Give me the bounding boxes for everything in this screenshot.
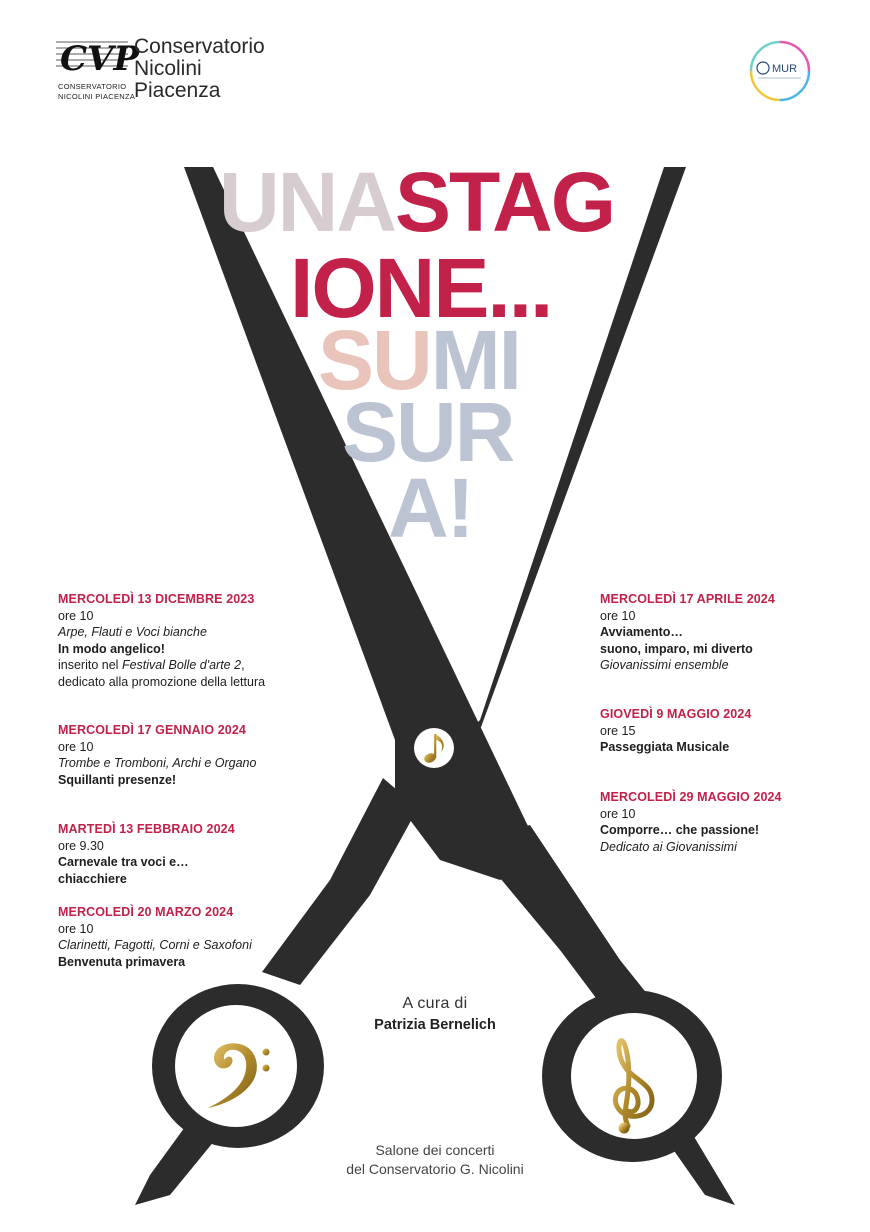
mur-logo: [747, 38, 813, 104]
event-item: [58, 904, 252, 970]
event-performers: Arpe, Flauti e Voci bianche: [58, 625, 207, 639]
conservatorio-logo: [56, 38, 140, 104]
headline-word: MI: [430, 313, 521, 407]
event-time: ore 10: [58, 739, 94, 754]
event-item: [600, 706, 751, 756]
headline-word: UNA: [219, 155, 395, 249]
venue-line: Salone dei concerti: [375, 1142, 495, 1158]
headline-word: STAG: [395, 155, 615, 249]
event-note-festival: Festival Bolle d'arte 2: [121, 658, 242, 672]
event-item: [58, 821, 235, 887]
event-date: GIOVEDÌ 9 MAGGIO 2024: [600, 707, 752, 721]
event-item: [58, 591, 265, 690]
event-title: suono, imparo, mi diverto: [600, 641, 753, 656]
event-date: MERCOLEDÌ 29 MAGGIO 2024: [600, 790, 782, 804]
event-title: Squillanti presenze!: [58, 772, 177, 787]
curator-name: Patrizia Bernelich: [374, 1017, 496, 1033]
logo-subtitle-2: NICOLINI PIACENZA: [58, 92, 136, 101]
institution-name: [134, 36, 265, 102]
event-item: [600, 789, 782, 855]
venue-block: [0, 1141, 870, 1179]
institution-name-line: Nicolini: [134, 57, 202, 80]
headline-word: SU: [318, 313, 431, 407]
emblem-icon: [757, 62, 769, 74]
event-performers: Giovanissimi ensemble: [600, 658, 729, 672]
headline-line-5: A!: [388, 461, 473, 555]
scissors-left-arm: [262, 778, 418, 985]
event-title: Benvenuta primavera: [58, 954, 186, 969]
event-title: Passeggiata Musicale: [600, 740, 730, 754]
event-note-text: ,: [241, 658, 245, 672]
logo-text: CVP: [60, 39, 140, 79]
event-note-line: dedicato alla promozione della lettura: [58, 674, 266, 689]
event-note: [58, 657, 265, 674]
logo-mark-icon: [56, 38, 140, 79]
logo-subtitle-1: CONSERVATORIO: [58, 82, 127, 91]
mur-label: MUR: [772, 63, 798, 75]
event-item: [600, 591, 775, 674]
event-date: MERCOLEDÌ 13 DICEMBRE 2023: [58, 592, 255, 606]
event-title: Avviamento…: [600, 625, 683, 639]
event-title: In modo angelico!: [58, 641, 165, 656]
curator-block: [0, 995, 870, 1033]
headline-line-4: SUR: [342, 385, 514, 479]
event-title: Carnevale tra voci e…: [58, 855, 189, 869]
event-date: MERCOLEDÌ 17 APRILE 2024: [600, 592, 775, 606]
event-title: chiacchiere: [58, 871, 127, 886]
event-time: ore 10: [600, 608, 636, 623]
curator-label: A cura di: [402, 995, 468, 1012]
event-date: MERCOLEDÌ 20 MARZO 2024: [58, 905, 234, 919]
event-performers: Trombe e Tromboni, Archi e Organo: [58, 756, 257, 770]
event-time: ore 9.30: [58, 838, 104, 853]
event-time: ore 10: [600, 806, 636, 821]
event-performers: Clarinetti, Fagotti, Corni e Saxofoni: [58, 938, 252, 952]
event-time: ore 10: [58, 921, 94, 936]
event-title: Comporre… che passione!: [600, 823, 760, 837]
institution-name-line: Conservatorio: [134, 35, 265, 58]
institution-name-line: Piacenza: [134, 79, 221, 102]
event-note: Dedicato ai Giovanissimi: [600, 839, 737, 854]
venue-line: del Conservatorio G. Nicolini: [346, 1161, 524, 1177]
event-date: MARTEDÌ 13 FEBBRAIO 2024: [58, 822, 235, 836]
headline-line-1: [219, 155, 615, 249]
event-time: ore 15: [600, 723, 636, 738]
headline-line-2: IONE...: [290, 241, 552, 335]
event-note-text: inserito nel: [58, 658, 122, 672]
event-item: [58, 722, 256, 788]
event-time: ore 10: [58, 608, 94, 623]
event-date: MERCOLEDÌ 17 GENNAIO 2024: [58, 723, 246, 737]
